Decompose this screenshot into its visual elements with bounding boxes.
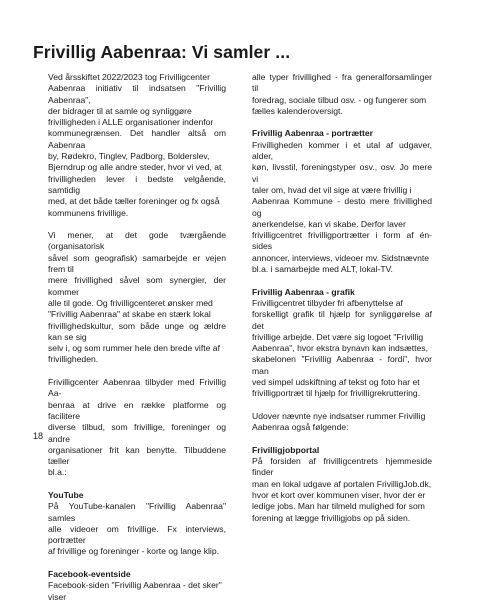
graphics-text: Frivilligcentret tilbyder fri afbenyttelse af forskelligt grafik til hjælp for synliggørelse af det frivillige arbejde. Det være sig logoet "Frivillig Aabenraa", hvor ekstra bynavn kan indsættes, skabelonen "Frivillig Aabenraa - fordi", hvor man ved simpel udskiftning af tekst og foto har et frivilligportræt til hjælp for frivilligrekruttering. — [252, 297, 432, 399]
jobportal-section — [252, 445, 432, 524]
offers-paragraph: Frivilligcenter Aabenraa tilbyder med Frivillig Aa- benraa at drive en række platforme og facilitere diverse tilbud, som frivillige, foreninger og andre organisationer frit kan benytte. Tilbuddene tæller bl.a.: — [48, 377, 226, 478]
facebook-heading: Facebook-eventside — [48, 569, 131, 580]
jobportal-heading: Frivilligjobportal — [252, 444, 320, 455]
collaboration-paragraph: Vi mener, at det gode tværgående (organisatorisk såvel som geografisk) samarbejde er vejen frem til mere frivillighed såvel som synergier, der kommer alle til gode. Og frivilligcenteret ønsker med "Frivillig Aabenraa" at skabe en stærk lokal frivillighedskultur, som både unge og ældre kan se sig selv i, og som rummer hele den brede vifte af frivilligheden. — [48, 230, 226, 365]
facebook-section — [48, 569, 226, 603]
additional-paragraph: Udover nævnte nye indsatser rummer Frivillig Aabenraa også følgende: — [252, 410, 426, 433]
youtube-section — [48, 490, 226, 558]
calendar-paragraph: alle typer frivillighed - fra generalforsamlinger til foredrag, sociale tilbud osv. - og fungerer som fælles kalenderoversigt. — [252, 72, 432, 116]
page-number: 18 — [33, 431, 44, 441]
right-column — [252, 72, 432, 535]
jobportal-text: På forsiden af frivilligcentrets hjemmeside finder man en lokal udgave af portalen FrivilligJob.dk, hvor et kort over kommunen viser, hvor der er ledige jobs. Man har tilmeld mulighed for som forening at lægge frivilligjobs op på siden. — [252, 456, 432, 523]
portraits-text: Frivilligheden kommer i et utal af udgaver, alder, køn, livsstil, foreningstyper osv., osv. Jo mere vi taler om, hvad det vil sige at være frivillig i Aabenraa Kommune - desto mere frivillighed og anerkendelse, kan vi skabe. Derfor laver frivilligcentret frivilligportrætter i form af én-sides annoncer, interviews, videoer mv. Sidstnævnte bl.a. i samarbejde med ALT, lokal-TV. — [252, 139, 432, 275]
graphics-heading: Frivillig Aabenraa - grafik — [252, 286, 355, 297]
portraits-section — [252, 128, 432, 275]
youtube-heading: YouTube — [48, 489, 84, 500]
portraits-heading: Frivillig Aabenraa - portrætter — [252, 128, 373, 139]
graphics-section — [252, 287, 432, 400]
facebook-text: Facebook-siden "Frivillig Aabenraa - det sker" viser — [48, 580, 222, 602]
page-title: Frivillig Aabenraa: Vi samler ... — [33, 42, 291, 62]
youtube-text: På YouTube-kanalen "Frivillig Aabenraa" samles alle videoer om frivillige. Fx interviews, portrætter af frivillige og foreninger - korte og lange klip. — [48, 501, 226, 557]
intro-paragraph: Ved årsskiftet 2022/2023 tog Frivilligcenter Aabenraa initiativ til indsatsen "Frivillig Aabenraa", der bidrager til at samle og synliggøre frivilligheden i ALLE organisationer indenfor kommunegrænsen. Det handler altså om Aabenraa by, Rødekro, Tinglev, Padborg, Bolderslev, Bjerndrup og alle andre steder, hvor vi ved, at frivilligheden lever i bedste velgående, samtidig med, at det både tæller foreninger og fx også kommunens frivillige. — [48, 72, 226, 218]
left-column — [48, 72, 226, 614]
